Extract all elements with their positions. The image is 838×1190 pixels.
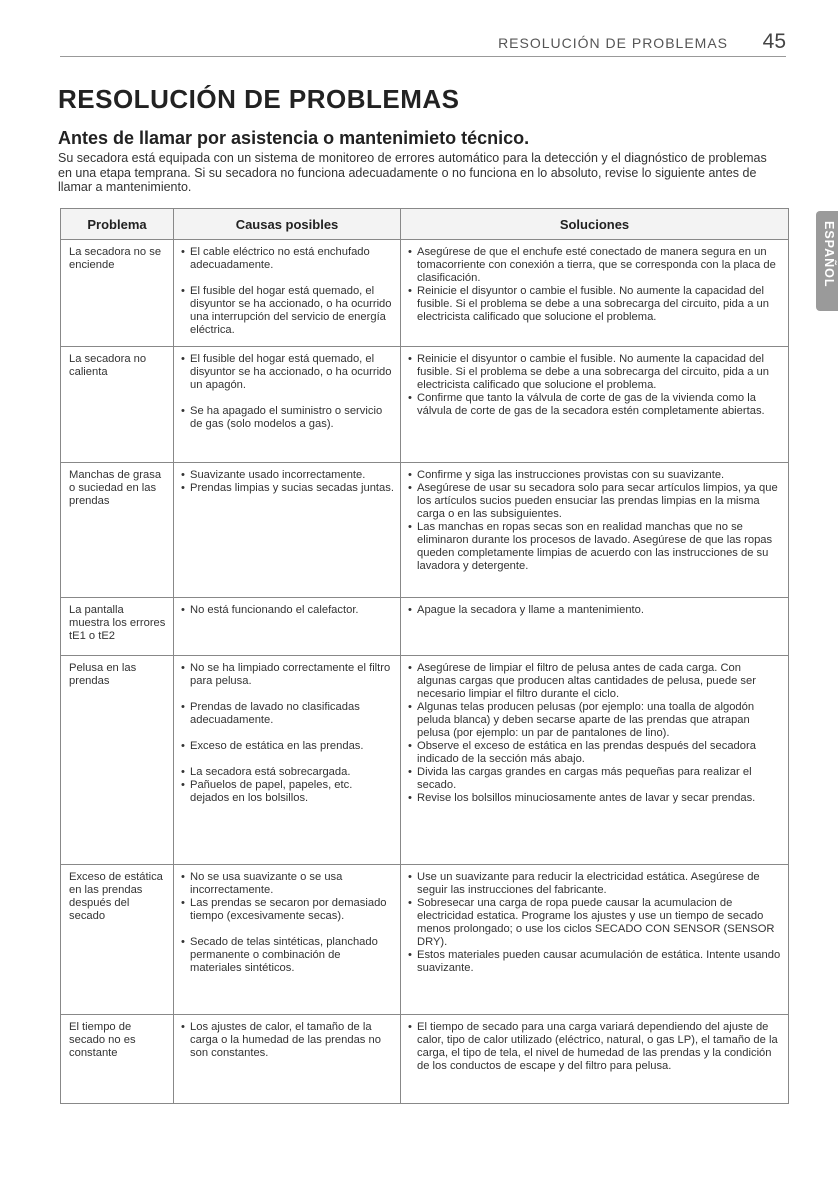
solutions-cell <box>401 347 789 463</box>
cause-item: • No se ha limpiado correctamente el filtro para pelusa. <box>180 662 394 688</box>
cause-item: • Secado de telas sintéticas, planchado permanente o combinación de materiales sintéticos. <box>180 936 394 975</box>
table-row <box>61 1015 789 1104</box>
solutions-cell <box>401 656 789 865</box>
page-header <box>60 30 786 57</box>
cause-item: • Se ha apagado el suministro o servicio de gas (solo modelos a gas). <box>180 405 394 431</box>
problem-cell: Exceso de estática en las prendas después del secado <box>61 865 174 1015</box>
solution-item: • Observe el exceso de estática en las prendas después del secadora indicado de la sección más abajo. <box>407 740 782 766</box>
solution-item: • Asegúrese de que el enchufe esté conectado de manera segura en un tomacorriente con conexión a tierra, que se corresponda con la placa de clasificación. <box>407 246 782 285</box>
cause-item: • La secadora está sobrecargada. <box>180 766 394 779</box>
cause-item: • El fusible del hogar está quemado, el disyuntor se ha accionado, o ha ocurrido un apagón. <box>180 353 394 392</box>
causes-cell <box>174 240 401 347</box>
language-side-tab <box>816 211 838 311</box>
solution-item: • Estos materiales pueden causar acumulación de estática. Intente usando suavizante. <box>407 949 782 975</box>
table-row <box>61 656 789 865</box>
solutions-cell <box>401 463 789 598</box>
solution-item: • Asegúrese de usar su secadora solo para secar artículos limpios, ya que los artículos sucios pueden ensuciar las prendas limpias en la misma carga o en las subsiguientes. <box>407 482 782 521</box>
solution-item: • Use un suavizante para reducir la electricidad estática. Asegúrese de seguir las instrucciones del fabricante. <box>407 871 782 897</box>
solution-item: • Algunas telas producen pelusas (por ejemplo: una toalla de algodón peluda blanca) y deben secarse aparte de las prendas que atrapan pelusa (por ejemplo: un par de pantalones de lino). <box>407 701 782 740</box>
solution-item: • Asegúrese de limpiar el filtro de pelusa antes de cada carga. Con algunas cargas que producen altas cantidades de pelusa, puede ser necesario limpiar el filtro durante el ciclo. <box>407 662 782 701</box>
header-causes: Causas posibles <box>174 209 401 240</box>
solution-item: • Sobresecar una carga de ropa puede causar la acumulacion de electricidad estatica. Programe los ajustes y use un tiempo de secado menos prolongado; o use los ciclos SECADO CON SENSOR (SENSOR DRY). <box>407 897 782 949</box>
header-problem: Problema <box>61 209 174 240</box>
solutions-cell <box>401 598 789 656</box>
table-row <box>61 347 789 463</box>
table-row <box>61 240 789 347</box>
solutions-cell <box>401 240 789 347</box>
cause-item: • Las prendas se secaron por demasiado tiempo (excesivamente secas). <box>180 897 394 923</box>
solutions-cell <box>401 865 789 1015</box>
solutions-cell <box>401 1015 789 1104</box>
solution-item: • El tiempo de secado para una carga variará dependiendo del ajuste de calor, tipo de calor utilizado (eléctrico, natural, o gas LP), el tamaño de la carga, el tipo de tela, el nivel de humedad de las prendas y la condición de los conductos de escape y del filtro para pelusa. <box>407 1021 782 1073</box>
cause-item: • Prendas de lavado no clasificadas adecuadamente. <box>180 701 394 727</box>
solution-item: • Confirme y siga las instrucciones provistas con su suavizante. <box>407 469 782 482</box>
causes-cell <box>174 598 401 656</box>
table-row <box>61 463 789 598</box>
page-title: RESOLUCIÓN DE PROBLEMAS <box>58 84 460 114</box>
cause-item: • Pañuelos de papel, papeles, etc. dejados en los bolsillos. <box>180 779 394 805</box>
causes-cell <box>174 347 401 463</box>
section-subtitle: Antes de llamar por asistencia o mantenimieto técnico. <box>58 128 530 148</box>
solution-item: • Reinicie el disyuntor o cambie el fusible. No aumente la capacidad del fusible. Si el problema se debe a una sobrecarga del circuito, pida a un electricista calificado que solucione el problema. <box>407 285 782 324</box>
language-label: ESPAÑOL <box>822 221 836 288</box>
problem-cell: La pantalla muestra los errores tE1 o tE2 <box>61 598 174 656</box>
header-solutions: Soluciones <box>401 209 789 240</box>
cause-item: • El fusible del hogar está quemado, el disyuntor se ha accionado, o ha ocurrido una interrupción del servicio de energía eléctrica. <box>180 285 394 337</box>
solution-item: • Apague la secadora y llame a mantenimiento. <box>407 604 782 617</box>
cause-item: • El cable eléctrico no está enchufado adecuadamente. <box>180 246 394 272</box>
header-section-title: RESOLUCIÓN DE PROBLEMAS <box>498 35 728 51</box>
cause-item: • Exceso de estática en las prendas. <box>180 740 394 753</box>
cause-item: • Suavizante usado incorrectamente. <box>180 469 394 482</box>
solution-item: • Confirme que tanto la válvula de corte de gas de la vivienda como la válvula de corte de gas de la secadora estén completamente abiertas. <box>407 392 782 418</box>
problem-cell: El tiempo de secado no es constante <box>61 1015 174 1104</box>
table-row <box>61 598 789 656</box>
problem-cell: Manchas de grasa o suciedad en las prendas <box>61 463 174 598</box>
cause-item: • No se usa suavizante o se usa incorrectamente. <box>180 871 394 897</box>
page-number: 45 <box>762 30 786 53</box>
table-header-row <box>61 209 789 240</box>
causes-cell <box>174 656 401 865</box>
cause-item: • No está funcionando el calefactor. <box>180 604 394 617</box>
causes-cell <box>174 865 401 1015</box>
causes-cell <box>174 1015 401 1104</box>
problem-cell: Pelusa en las prendas <box>61 656 174 865</box>
intro-paragraph: Su secadora está equipada con un sistema de monitoreo de errores automático para la detección y el diagnóstico de problemas en una etapa temprana. Si su secadora no funciona adecuadamente o no funciona en lo absoluto, revise lo siguiente antes de llamar a mantenimiento. <box>58 151 767 194</box>
causes-cell <box>174 463 401 598</box>
problem-cell: La secadora no calienta <box>61 347 174 463</box>
troubleshooting-table <box>60 208 789 1104</box>
cause-item: • Prendas limpias y sucias secadas juntas. <box>180 482 394 495</box>
table-row <box>61 865 789 1015</box>
solution-item: • Revise los bolsillos minuciosamente antes de lavar y secar prendas. <box>407 792 782 805</box>
cause-item: • Los ajustes de calor, el tamaño de la carga o la humedad de las prendas no son constantes. <box>180 1021 394 1060</box>
solution-item: • Las manchas en ropas secas son en realidad manchas que no se eliminaron durante los procesos de lavado. Asegúrese de que las ropas queden completamente limpias de acuerdo con las instrucciones de su lavadora y detergente. <box>407 521 782 573</box>
solution-item: • Divida las cargas grandes en cargas más pequeñas para realizar el secado. <box>407 766 782 792</box>
problem-cell: La secadora no se enciende <box>61 240 174 347</box>
solution-item: • Reinicie el disyuntor o cambie el fusible. No aumente la capacidad del fusible. Si el problema se debe a una sobrecarga del circuito, pida a un electricista calificado que solucione el problema. <box>407 353 782 392</box>
